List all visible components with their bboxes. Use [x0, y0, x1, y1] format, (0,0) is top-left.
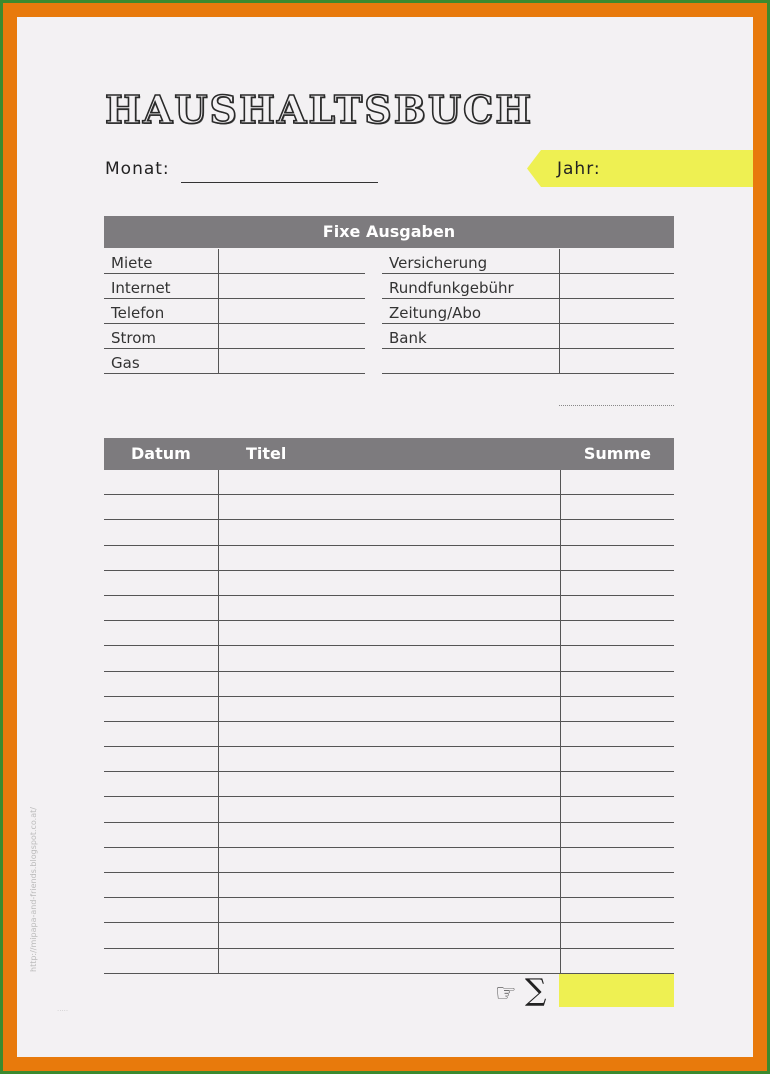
column-divider	[560, 898, 561, 923]
column-divider	[218, 299, 219, 324]
col-titel: Titel	[246, 444, 287, 463]
column-divider	[560, 596, 561, 621]
log-table	[104, 470, 674, 974]
column-divider	[218, 621, 219, 646]
column-divider	[560, 697, 561, 722]
column-divider	[218, 747, 219, 772]
table-row[interactable]	[104, 949, 674, 974]
column-divider	[218, 470, 219, 495]
fixe-row	[382, 299, 674, 324]
column-divider	[559, 249, 560, 274]
monat-label: Monat:	[105, 159, 170, 179]
column-divider	[560, 571, 561, 596]
table-row[interactable]	[104, 923, 674, 948]
column-divider	[560, 747, 561, 772]
table-row[interactable]	[104, 823, 674, 848]
table-row[interactable]	[104, 520, 674, 545]
column-divider	[560, 823, 561, 848]
ledger-sheet	[17, 17, 753, 1057]
table-row[interactable]	[104, 470, 674, 495]
column-divider	[218, 646, 219, 671]
column-divider	[218, 898, 219, 923]
table-row[interactable]	[104, 873, 674, 898]
column-divider	[218, 797, 219, 822]
fixe-row	[104, 299, 365, 324]
table-row[interactable]	[104, 672, 674, 697]
page-title: HAUSHALTSBUCH	[105, 87, 534, 132]
fixe-row	[382, 274, 674, 299]
column-divider	[218, 324, 219, 349]
column-divider	[560, 949, 561, 974]
table-row[interactable]	[104, 546, 674, 571]
fixe-label: Miete	[111, 254, 153, 272]
column-divider	[559, 274, 560, 299]
pointing-hand-icon: ☞	[495, 979, 517, 1007]
fixe-label: Versicherung	[389, 254, 488, 272]
column-divider	[560, 848, 561, 873]
column-divider	[218, 274, 219, 299]
column-divider	[218, 349, 219, 374]
column-divider	[218, 823, 219, 848]
column-divider	[218, 571, 219, 596]
fixe-row	[104, 349, 365, 374]
fixe-ausgaben-header: Fixe Ausgaben	[104, 216, 674, 248]
table-row[interactable]	[104, 772, 674, 797]
table-row[interactable]	[104, 898, 674, 923]
fixe-row	[382, 324, 674, 349]
column-divider	[560, 646, 561, 671]
column-divider	[218, 873, 219, 898]
column-divider	[218, 546, 219, 571]
monat-field[interactable]	[181, 182, 378, 183]
column-divider	[218, 722, 219, 747]
column-divider	[559, 349, 560, 374]
sigma-icon: ∑	[525, 973, 547, 1008]
column-divider	[218, 249, 219, 274]
fixe-label: Rundfunkgebühr	[389, 279, 514, 297]
fixe-label: Zeitung/Abo	[389, 304, 482, 322]
column-divider	[218, 923, 219, 948]
column-divider	[218, 772, 219, 797]
log-header	[104, 438, 674, 470]
fixe-subtotal-field[interactable]	[559, 405, 674, 406]
table-row[interactable]	[104, 596, 674, 621]
column-divider	[218, 520, 219, 545]
col-datum: Datum	[131, 444, 191, 463]
table-row[interactable]	[104, 495, 674, 520]
corner-mark: ·····	[57, 1007, 69, 1015]
column-divider	[218, 596, 219, 621]
column-divider	[560, 797, 561, 822]
fixe-row	[104, 274, 365, 299]
column-divider	[560, 520, 561, 545]
fixe-row	[382, 349, 674, 374]
column-divider	[560, 470, 561, 495]
column-divider	[218, 495, 219, 520]
fixe-label: Telefon	[111, 304, 165, 322]
column-divider	[560, 722, 561, 747]
table-row[interactable]	[104, 646, 674, 671]
fixe-row	[104, 249, 365, 274]
column-divider	[560, 772, 561, 797]
col-summe: Summe	[583, 444, 651, 463]
table-row[interactable]	[104, 722, 674, 747]
fixe-label: Gas	[111, 354, 140, 372]
fixe-row	[104, 324, 365, 349]
column-divider	[218, 848, 219, 873]
column-divider	[560, 495, 561, 520]
table-row[interactable]	[104, 848, 674, 873]
watermark: http://mipapa-and-friends.blogspot.co.at/	[29, 807, 38, 972]
fixe-row	[382, 249, 674, 274]
table-row[interactable]	[104, 571, 674, 596]
table-row[interactable]	[104, 697, 674, 722]
column-divider	[559, 324, 560, 349]
total-field[interactable]	[559, 973, 674, 1007]
column-divider	[218, 697, 219, 722]
fixe-label: Bank	[389, 329, 427, 347]
fixe-label: Internet	[111, 279, 171, 297]
column-divider	[560, 923, 561, 948]
column-divider	[560, 546, 561, 571]
column-divider	[560, 621, 561, 646]
table-row[interactable]	[104, 621, 674, 646]
column-divider	[560, 672, 561, 697]
table-row[interactable]	[104, 797, 674, 822]
column-divider	[560, 873, 561, 898]
fixe-label: Strom	[111, 329, 157, 347]
column-divider	[559, 299, 560, 324]
column-divider	[218, 949, 219, 974]
table-row[interactable]	[104, 747, 674, 772]
jahr-label: Jahr:	[557, 159, 601, 179]
column-divider	[218, 672, 219, 697]
